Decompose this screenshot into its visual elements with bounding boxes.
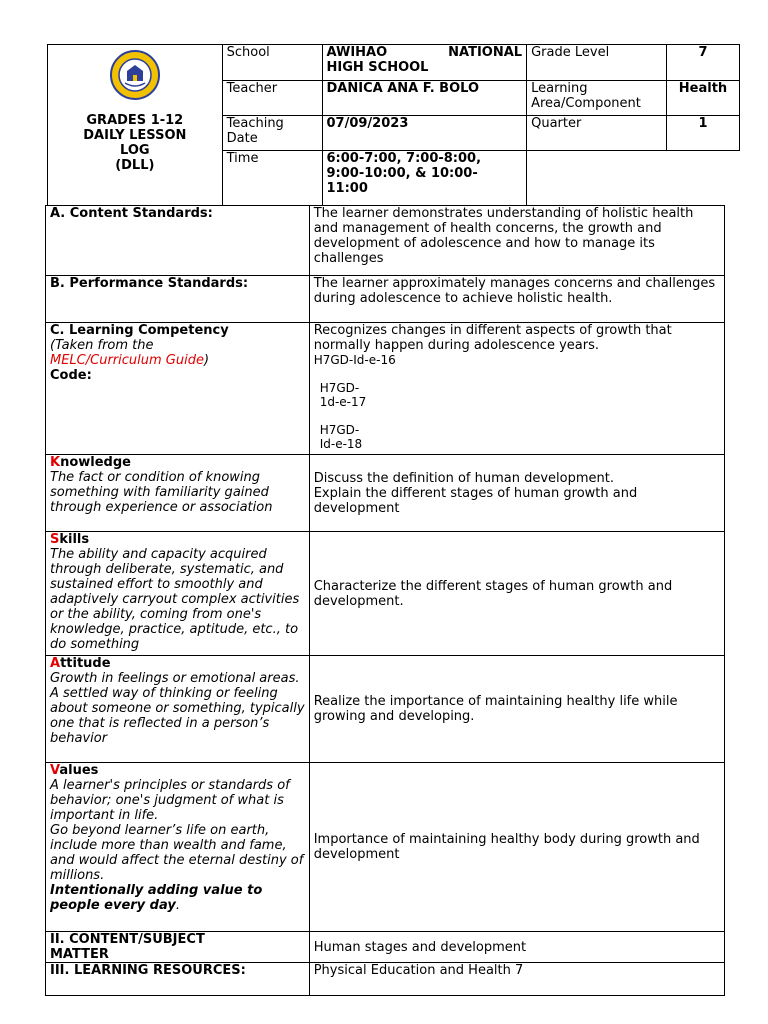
table-row: [46, 455, 725, 532]
learning-resources-value: Physical Education and Health 7: [309, 963, 724, 996]
quarter-value: 1: [667, 116, 740, 151]
melc-guide-link: MELC/Curriculum Guide: [50, 353, 204, 368]
time-label: Time: [222, 151, 322, 206]
logo-title-cell: [48, 45, 223, 206]
skills-label: Skills The ability and capacity acquired through deliberate, systematic, and sustained effort to smoothly and adaptively carryout complex activities or the ability, coming from one's knowledge, practice, aptitude, etc., to do something: [46, 532, 310, 656]
skills-value: Characterize the different stages of human growth and development.: [309, 532, 724, 656]
table-row: [46, 656, 725, 763]
table-row: [46, 963, 725, 996]
deped-seal-icon: [109, 49, 161, 101]
grade-level-label: Grade Level: [527, 45, 667, 81]
knowledge-label: Knowledge The fact or condition of knowing something with familiarity gained through experience or association: [46, 455, 310, 532]
time-blank-cell: [527, 151, 740, 206]
school-label: School: [222, 45, 322, 81]
teaching-date-value: 07/09/2023: [322, 116, 527, 151]
table-row: [46, 763, 725, 932]
attitude-label: Attitude Growth in feelings or emotional areas. A settled way of thinking or feeling about someone or something, typically one that is reflected in a person’s behavior: [46, 656, 310, 763]
learning-resources-label: III. LEARNING RESOURCES:: [46, 963, 310, 996]
time-value: 6:00-7:00, 7:00-8:00, 9:00-10:00, & 10:00- 11:00: [322, 151, 527, 206]
teacher-label: Teacher: [222, 81, 322, 116]
learning-competency-label: C. Learning Competency (Taken from the MELC/Curriculum Guide) Code:: [46, 323, 310, 455]
learning-area-value: Health: [667, 81, 740, 116]
title-line-3: LOG: [120, 143, 150, 158]
table-row: [46, 206, 725, 276]
title-line-1: GRADES 1-12: [86, 113, 184, 128]
performance-standards-value: The learner approximately manages concerns and challenges during adolescence to achieve holistic health.: [309, 276, 724, 323]
learning-area-label: Learning Area/Component: [527, 81, 667, 116]
header-table: [47, 44, 740, 206]
performance-standards-label: B. Performance Standards:: [46, 276, 310, 323]
values-label: Values A learner's principles or standards of behavior; one's judgment of what is important in life. Go beyond learner’s life on earth, include more than wealth and fame, and would affect the eternal destiny of millions. Intentionally adding value to people every day.: [46, 763, 310, 932]
knowledge-value: Discuss the definition of human development. Explain the different stages of human growth and development: [309, 455, 724, 532]
content-standards-label: A. Content Standards:: [46, 206, 310, 276]
teaching-date-label: Teaching Date: [222, 116, 322, 151]
table-row: [46, 323, 725, 455]
attitude-value: Realize the importance of maintaining healthy life while growing and developing.: [309, 656, 724, 763]
code-3: H7GD- Id-e-18: [319, 423, 363, 451]
quarter-label: Quarter: [527, 116, 667, 151]
code-1: H7GD-Id-e-16: [313, 353, 396, 367]
table-row: [46, 532, 725, 656]
title-line-4: (DLL): [115, 158, 155, 173]
school-value: AWIHAO NATIONAL HIGH SCHOOL: [322, 45, 527, 81]
teacher-value: DANICA ANA F. BOLO: [322, 81, 527, 116]
values-value: Importance of maintaining healthy body during growth and development: [309, 763, 724, 932]
content-subject-value: Human stages and development: [309, 932, 724, 963]
learning-competency-value: Recognizes changes in different aspects of growth that normally happen during adolescence years. H7GD-Id-e-16 H7GD- 1d-e-17 H7GD- Id-e-18: [309, 323, 724, 455]
main-table: [45, 205, 725, 996]
table-row: [46, 932, 725, 963]
grade-level-value: 7: [667, 45, 740, 81]
title-line-2: DAILY LESSON: [83, 128, 187, 143]
code-2: H7GD- 1d-e-17: [319, 381, 367, 409]
table-row: [46, 276, 725, 323]
content-standards-value: The learner demonstrates understanding of holistic health and management of health concerns, the growth and development of adolescence and how to manage its challenges: [309, 206, 724, 276]
content-subject-label: II. CONTENT/SUBJECT MATTER: [46, 932, 310, 963]
